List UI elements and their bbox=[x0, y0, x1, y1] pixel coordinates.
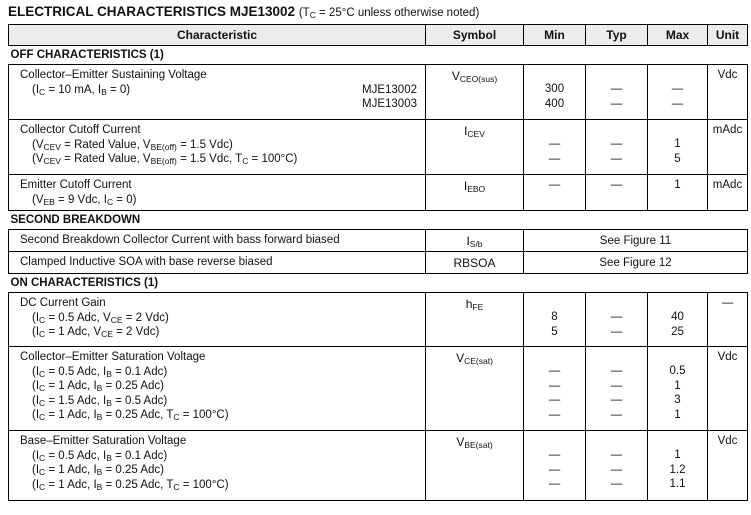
section-on bbox=[9, 274, 748, 293]
max-value: 1 bbox=[674, 138, 681, 150]
max-value: 40 bbox=[671, 311, 684, 323]
test-condition: ($I_C = 0.5$ Adc, $I_B = 0.1$ Adc) bbox=[32, 365, 168, 379]
min-value: 400 bbox=[544, 97, 565, 110]
header-max: Max bbox=[648, 25, 708, 46]
param-name: DC Current Gain bbox=[20, 297, 106, 309]
test-condition: ($I_C = 1$ Adc, $I_B = 0.25$ Adc) bbox=[32, 464, 165, 477]
test-condition: ($I_C = 0.5$ Adc, $V_{CE} = 2$ Vdc) bbox=[32, 311, 169, 325]
unit-cell: mAdc bbox=[708, 120, 748, 175]
characteristic-cell bbox=[9, 347, 426, 431]
section-title-second: SECOND BREAKDOWN bbox=[9, 211, 748, 230]
characteristic-cell: Clamped Inductive SOA with base reverse biased bbox=[9, 252, 426, 274]
typ-cell: — — — — bbox=[586, 347, 648, 431]
test-condition: ($V_{CEV}$ = Rated Value, $V_{BE(off)} = 1.5$ Vdc) bbox=[32, 138, 233, 152]
symbol-cell: $V_{CE(sat)}$ bbox=[426, 347, 524, 431]
typ-cell: — — bbox=[586, 65, 648, 120]
part-number: MJE13002 bbox=[362, 83, 417, 96]
param-name: Collector–Emitter Saturation Voltage bbox=[20, 351, 206, 363]
part-number: MJE13003 bbox=[362, 98, 417, 110]
param-name: Collector–Emitter Sustaining Voltage bbox=[20, 69, 207, 81]
max-cell: — — bbox=[648, 65, 708, 120]
min-cell bbox=[524, 293, 586, 347]
max-value: 25 bbox=[671, 325, 684, 338]
min-value: 300 bbox=[544, 83, 565, 95]
param-name: Collector Cutoff Current bbox=[20, 124, 141, 136]
min-cell: — bbox=[524, 175, 586, 211]
header-symbol: Symbol bbox=[426, 25, 524, 46]
symbol-cell: $I_{EBO}$ bbox=[426, 175, 524, 211]
figure-reference: See Figure 12 bbox=[524, 252, 748, 274]
test-condition: ($I_C = 1$ Adc, $V_{CE} = 2$ Vdc) bbox=[32, 326, 160, 339]
test-condition: ($I_C = 1$ Adc, $I_B = 0.25$ Adc) bbox=[32, 380, 165, 393]
characteristic-cell bbox=[9, 293, 426, 347]
characteristic-cell bbox=[9, 120, 426, 175]
max-value: 1 bbox=[674, 449, 681, 461]
characteristic-cell bbox=[9, 175, 426, 211]
max-cell bbox=[648, 431, 708, 501]
test-condition: ($I_C = 1$ Adc, $I_B = 0.25$ Adc, $T_C = 100^\circ C$) bbox=[32, 409, 229, 422]
table-row bbox=[9, 252, 748, 274]
unit-cell: Vdc bbox=[708, 347, 748, 431]
min-cell bbox=[524, 65, 586, 120]
test-condition: ($V_{EB} = 9$ Vdc, $I_C = 0$) bbox=[32, 193, 137, 207]
table-title bbox=[8, 4, 479, 19]
table-row bbox=[9, 65, 748, 120]
section-second-breakdown bbox=[9, 211, 748, 230]
symbol-cell: $V_{CEO(sus)}$ bbox=[426, 65, 524, 120]
symbol-cell: $I_{S/b}$ bbox=[426, 230, 524, 252]
characteristic-cell bbox=[9, 431, 426, 501]
table-row bbox=[9, 175, 748, 211]
table-row bbox=[9, 120, 748, 175]
max-cell bbox=[648, 293, 708, 347]
typ-cell: — bbox=[586, 175, 648, 211]
param-name: Emitter Cutoff Current bbox=[20, 179, 132, 191]
table-header-row bbox=[9, 25, 748, 46]
title-condition: ($T_C = 25^\circ C$ unless otherwise noted) bbox=[298, 7, 480, 20]
param-name: Base–Emitter Saturation Voltage bbox=[20, 435, 187, 447]
test-condition: ($I_C = 1.5$ Adc, $I_B = 0.5$ Adc) bbox=[32, 394, 168, 408]
max-value: 0.5 bbox=[669, 365, 686, 377]
symbol-cell: $I_{CEV}$ bbox=[426, 120, 524, 175]
table-row bbox=[9, 431, 748, 501]
symbol-cell: $V_{BE(sat)}$ bbox=[426, 431, 524, 501]
typ-cell: — — bbox=[586, 120, 648, 175]
max-value: 3 bbox=[674, 394, 681, 406]
max-value: 1 bbox=[674, 408, 681, 421]
max-cell bbox=[648, 120, 708, 175]
test-condition: ($I_C = 10$ mA, $I_B = 0$) bbox=[32, 83, 131, 97]
header-unit: Unit bbox=[708, 25, 748, 46]
typ-cell: — — bbox=[586, 293, 648, 347]
header-min: Min bbox=[524, 25, 586, 46]
test-condition: ($I_C = 1$ Adc, $I_B = 0.25$ Adc, $T_C = 100^\circ C$) bbox=[32, 478, 229, 492]
symbol-cell: $h_{FE}$ bbox=[426, 293, 524, 347]
max-value: 1.2 bbox=[669, 463, 686, 476]
characteristic-cell: Second Breakdown Collector Current with bass forward biased bbox=[9, 230, 426, 252]
min-cell: — — bbox=[524, 120, 586, 175]
max-value: 5 bbox=[674, 152, 681, 165]
min-cell: — — — bbox=[524, 431, 586, 501]
unit-cell: Vdc bbox=[708, 431, 748, 501]
unit-cell: — bbox=[708, 293, 748, 347]
characteristic-cell bbox=[9, 65, 426, 120]
unit-cell: Vdc bbox=[708, 65, 748, 120]
header-characteristic: Characteristic bbox=[9, 25, 426, 46]
section-off bbox=[9, 46, 748, 65]
max-cell: 1 bbox=[648, 175, 708, 211]
min-cell: — — — — bbox=[524, 347, 586, 431]
table-row bbox=[9, 230, 748, 252]
max-cell bbox=[648, 347, 708, 431]
min-value: 5 bbox=[551, 325, 558, 338]
table-row bbox=[9, 293, 748, 347]
test-condition: ($V_{CEV}$ = Rated Value, $V_{BE(off)} = 1.5$ Vdc, $T_C = 100^\circ C$) bbox=[32, 153, 298, 166]
header-typ: Typ bbox=[586, 25, 648, 46]
figure-reference: See Figure 11 bbox=[524, 230, 748, 252]
electrical-characteristics-table bbox=[8, 24, 748, 501]
unit-cell: mAdc bbox=[708, 175, 748, 211]
symbol-cell: RBSOA bbox=[426, 252, 524, 274]
min-value: 8 bbox=[551, 311, 558, 323]
max-value: 1 bbox=[674, 379, 681, 392]
title-main: ELECTRICAL CHARACTERISTICS MJE13002 bbox=[8, 4, 296, 19]
section-title-off: OFF CHARACTERISTICS (1) bbox=[9, 46, 748, 65]
test-condition: ($I_C = 0.5$ Adc, $I_B = 0.1$ Adc) bbox=[32, 449, 168, 463]
section-title-on: ON CHARACTERISTICS (1) bbox=[9, 274, 748, 293]
max-value: 1.1 bbox=[669, 478, 686, 490]
typ-cell: — — — bbox=[586, 431, 648, 501]
table-row bbox=[9, 347, 748, 431]
